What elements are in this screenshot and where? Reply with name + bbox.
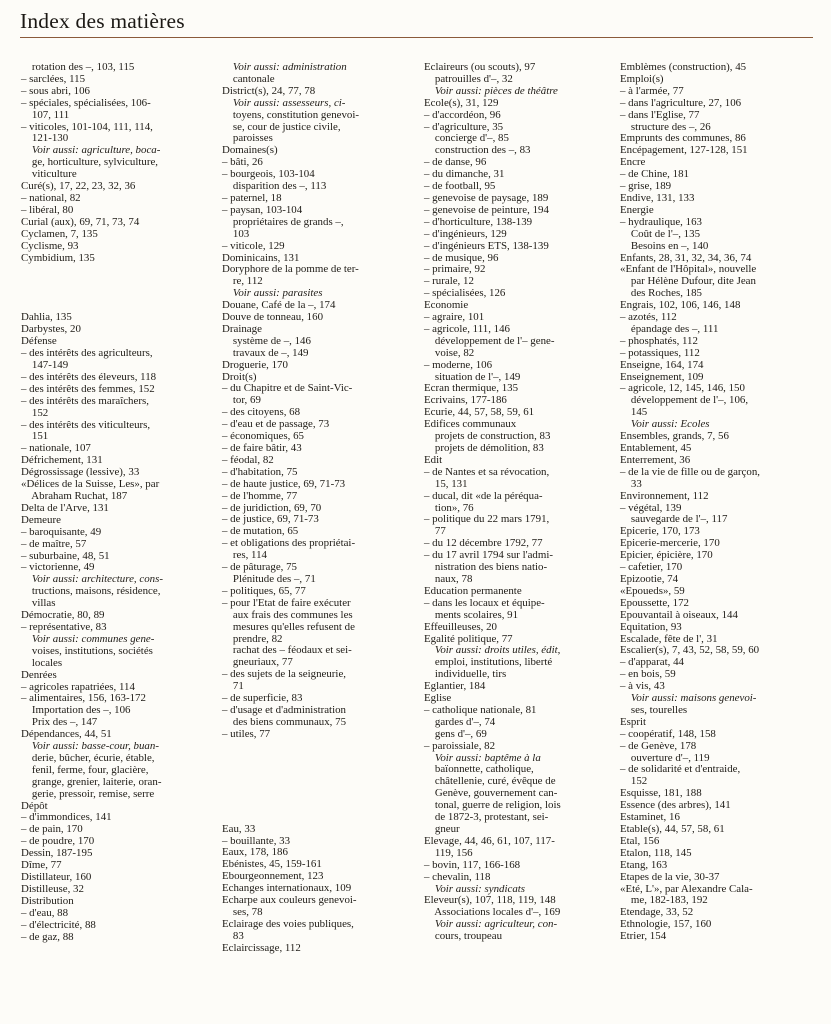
index-entry: Distilleuse, 32 xyxy=(21,882,84,895)
index-entry: 107, 111 xyxy=(21,108,70,121)
index-entry: – baroquisante, 49 xyxy=(21,525,102,538)
index-entry: Coût de l'–, 135 xyxy=(620,227,701,240)
index-entry: – rurale, 12 xyxy=(424,275,474,288)
index-entry: cours, troupeau xyxy=(424,930,503,943)
index-entry: toyens, constitution genevoi- xyxy=(222,108,360,121)
index-entry: Prix des –, 147 xyxy=(21,716,98,729)
index-entry: – primaire, 92 xyxy=(424,263,486,276)
index-entry: Etapes de la vie, 30-37 xyxy=(620,870,720,883)
index-entry: Voir aussi: droits utiles, édit, xyxy=(424,644,561,657)
index-entry: travaux de –, 149 xyxy=(222,346,309,359)
index-entry: se, cour de justice civile, xyxy=(222,120,341,133)
index-entry: ments scolaires, 91 xyxy=(424,608,519,621)
index-entry: ses, tourelles xyxy=(620,703,688,716)
index-entry: – potassiques, 112 xyxy=(620,346,700,359)
index-entry: Epouvantail à oiseaux, 144 xyxy=(620,608,738,621)
index-entry: – agraire, 101 xyxy=(424,311,485,324)
index-column-2 xyxy=(222,62,389,955)
index-entry: Dahlia, 135 xyxy=(21,311,72,324)
index-entry: – d'eau, 88 xyxy=(21,906,69,919)
index-entry: Voir aussi: Ecoles xyxy=(620,418,710,431)
index-entry: Darbystes, 20 xyxy=(21,323,81,336)
index-entry: tructions, maisons, résidence, xyxy=(21,585,161,598)
index-entry: Cymbidium, 135 xyxy=(21,251,95,264)
index-entry: – d'ingénieurs, 129 xyxy=(424,227,507,240)
index-entry: – de pain, 170 xyxy=(21,823,83,836)
index-entry: – dans l'Eglise, 77 xyxy=(620,108,700,121)
index-entry: – de Chine, 181 xyxy=(620,168,689,181)
index-entry: villas xyxy=(21,597,56,610)
index-entry: Eclaireurs (ou scouts), 97 xyxy=(424,61,536,73)
index-entry: Droguerie, 170 xyxy=(222,358,288,371)
index-entry: Etalon, 118, 145 xyxy=(620,846,692,859)
index-entry: tion», 76 xyxy=(424,501,474,514)
index-entry: – bâti, 26 xyxy=(222,156,263,169)
index-entry: Etable(s), 44, 57, 58, 61 xyxy=(620,823,725,835)
index-entry: Epicier, épicière, 170 xyxy=(620,549,713,562)
index-entry: Education permanente xyxy=(424,584,522,597)
index-entry: – économiques, 65 xyxy=(222,430,304,443)
index-entry: – paternel, 18 xyxy=(222,191,282,204)
index-entry: – phosphatés, 112 xyxy=(620,334,698,347)
index-entry: – paroissiale, 82 xyxy=(424,739,496,752)
index-entry: Doryphore de la pomme de ter- xyxy=(222,263,359,276)
index-entry: – de la vie de fille ou de garçon, xyxy=(620,465,761,478)
index-entry: – alimentaires, 156, 163-172 xyxy=(21,692,146,705)
index-entry: Edifices communaux xyxy=(424,418,517,431)
index-entry: 15, 131 xyxy=(424,477,468,490)
index-entry: fenil, ferme, four, glacière, xyxy=(21,763,149,776)
index-entry: 71 xyxy=(222,680,244,693)
index-entry: – victorienne, 49 xyxy=(21,561,95,574)
index-entry: – coopératif, 148, 158 xyxy=(620,727,716,740)
index-entry: Etal, 156 xyxy=(620,834,660,847)
index-entry: – spécialisées, 126 xyxy=(424,287,506,300)
index-entry: sauvegarde de l'–, 117 xyxy=(620,513,728,526)
index-entry: Abraham Ruchat, 187 xyxy=(21,490,128,502)
index-entry: – de danse, 96 xyxy=(424,156,487,169)
index-entry: – d'ingénieurs ETS, 138-139 xyxy=(424,239,549,252)
index-entry: – dans les locaux et équipe- xyxy=(424,596,545,609)
index-entry: – d'usage et d'administration xyxy=(222,703,346,716)
index-entry: châtellenie, curé, évêque de xyxy=(424,775,556,788)
index-entry: Distribution xyxy=(21,894,74,907)
index-entry: Importation des –, 106 xyxy=(21,704,131,717)
index-entry: – bovin, 117, 166-168 xyxy=(424,858,521,871)
index-entry: Etendage, 33, 52 xyxy=(620,906,694,919)
index-entry: Voir aussi: administration xyxy=(222,61,347,73)
index-entry: Drainage xyxy=(222,322,262,335)
index-entry: Dépôt xyxy=(21,799,48,812)
index-entry: Douane, Café de la –, 174 xyxy=(222,299,336,312)
index-entry: Environnement, 112 xyxy=(620,489,709,502)
index-entry: – représentative, 83 xyxy=(21,620,107,633)
index-entry: – de musique, 96 xyxy=(424,251,499,264)
index-entry: Epicerie-mercerie, 170 xyxy=(620,537,720,550)
index-entry: – suburbaine, 48, 51 xyxy=(21,549,110,562)
index-entry: Voir aussi: pièces de théâtre xyxy=(424,84,558,97)
index-entry: – d'horticulture, 138-139 xyxy=(424,215,533,228)
index-entry: rotation des –, 103, 115 xyxy=(21,61,135,73)
index-entry: Emploi(s) xyxy=(620,72,664,85)
index-entry: «Eté, L'», par Alexandre Cala- xyxy=(620,882,753,895)
index-entry: District(s), 24, 77, 78 xyxy=(222,84,316,97)
index-entry: Delta de l'Arve, 131 xyxy=(21,501,109,514)
index-entry: – viticole, 129 xyxy=(222,239,285,252)
index-entry: – sous abri, 106 xyxy=(21,84,90,97)
index-entry: ses, 78 xyxy=(222,906,263,918)
index-column-3 xyxy=(424,62,608,943)
index-entry: re, 112 xyxy=(222,275,263,288)
index-entry: situation de l'–, 149 xyxy=(424,370,521,383)
index-entry: Egalité politique, 77 xyxy=(424,632,513,645)
index-entry: – des intérêts des agriculteurs, xyxy=(21,347,153,360)
index-entry: Eclaircissage, 112 xyxy=(222,941,301,954)
index-entry: – sarclées, 115 xyxy=(21,72,86,85)
index-entry: gens d'–, 69 xyxy=(424,727,487,740)
index-entry: Energie xyxy=(620,203,654,216)
index-entry: Estaminet, 16 xyxy=(620,811,680,824)
index-entry: – de juridiction, 69, 70 xyxy=(222,501,322,514)
index-entry: – bouillante, 33 xyxy=(222,834,291,847)
index-entry: – des sujets de la seigneurie, xyxy=(222,668,346,681)
index-entry: – de mutation, 65 xyxy=(222,525,299,538)
index-entry: gneur xyxy=(424,823,460,835)
index-entry: – cafetier, 170 xyxy=(620,561,683,574)
index-entry: – azotés, 112 xyxy=(620,311,677,324)
index-entry: Eleveur(s), 107, 118, 119, 148 xyxy=(424,894,556,907)
index-entry: 152 xyxy=(21,406,49,419)
index-entry: Epicerie, 170, 173 xyxy=(620,525,700,538)
index-entry: Etrier, 154 xyxy=(620,930,667,943)
index-entry: – dans l'agriculture, 27, 106 xyxy=(620,96,742,109)
index-entry: – du 12 décembre 1792, 77 xyxy=(424,537,543,550)
index-entry: Domaines(s) xyxy=(222,144,278,157)
index-entry: – de pâturage, 75 xyxy=(222,561,297,574)
index-entry: «Délices de la Suisse, Les», par xyxy=(21,478,160,491)
index-entry: – de justice, 69, 71-73 xyxy=(222,513,319,526)
index-entry: – de football, 95 xyxy=(424,180,496,193)
index-entry: – paysan, 103-104 xyxy=(222,203,303,216)
index-entry: – hydraulique, 163 xyxy=(620,215,702,228)
index-entry: patrouilles d'–, 32 xyxy=(424,72,513,85)
index-entry: par Hélène Dufour, dite Jean xyxy=(620,275,756,288)
index-entry: Douve de tonneau, 160 xyxy=(222,311,324,324)
index-entry: Voir aussi: architecture, cons- xyxy=(21,573,163,586)
index-entry: Denrées xyxy=(21,668,57,681)
index-entry: individuelle, tirs xyxy=(424,668,507,681)
index-entry: Curé(s), 17, 22, 23, 32, 36 xyxy=(21,180,136,193)
index-entry: propriétaires de grands –, xyxy=(222,215,344,228)
index-entry: – grise, 189 xyxy=(620,180,672,193)
index-entry: Escalade, fête de l', 31 xyxy=(620,632,718,645)
index-entry: Voir aussi: basse-cour, buan- xyxy=(21,740,159,753)
index-entry: Effeuilleuses, 20 xyxy=(424,620,497,633)
index-entry: Dessin, 187-195 xyxy=(21,847,93,860)
index-entry: – national, 82 xyxy=(21,191,81,204)
index-entry: Voir aussi: baptême à la xyxy=(424,751,541,764)
index-entry: Dominicains, 131 xyxy=(222,251,300,264)
index-entry: grange, grenier, laiterie, oran- xyxy=(21,775,162,788)
index-entry: – de gaz, 88 xyxy=(21,930,74,943)
index-entry: ge, horticulture, sylviculture, xyxy=(21,156,159,169)
index-entry: – de faire bâtir, 43 xyxy=(222,442,302,454)
index-entry: Défense xyxy=(21,335,57,348)
index-entry: – de Genève, 178 xyxy=(620,739,697,752)
index-entry: Ethnologie, 157, 160 xyxy=(620,918,712,931)
index-entry: – de l'homme, 77 xyxy=(222,489,298,502)
index-entry: Engrais, 102, 106, 146, 148 xyxy=(620,299,741,312)
index-entry: Cyclamen, 7, 135 xyxy=(21,227,98,240)
index-entry: 151 xyxy=(21,430,49,443)
index-entry: viticulture xyxy=(21,168,77,181)
index-entry: – d'immondices, 141 xyxy=(21,811,112,824)
index-entry: structure des –, 26 xyxy=(620,120,711,133)
index-entry: voises, institutions, sociétés xyxy=(21,644,153,657)
index-entry: Ebourgeonnement, 123 xyxy=(222,870,324,883)
index-entry: – nationale, 107 xyxy=(21,442,91,455)
index-entry: Economie xyxy=(424,299,469,312)
index-entry: – ducal, dit «de la péréqua- xyxy=(424,489,543,502)
index-entry: rachat des – féodaux et sei- xyxy=(222,644,352,657)
index-entry: Demeure xyxy=(21,513,61,526)
index-entry: – du dimanche, 31 xyxy=(424,168,505,181)
index-entry: – en bois, 59 xyxy=(620,668,676,681)
index-column-4 xyxy=(620,62,809,943)
page-header xyxy=(20,6,813,38)
index-entry: – utiles, 77 xyxy=(222,727,271,740)
index-entry: baïonnette, catholique, xyxy=(424,763,534,776)
index-entry: Enfants, 28, 31, 32, 34, 36, 74 xyxy=(620,251,752,264)
index-entry: – de superficie, 83 xyxy=(222,692,303,705)
index-entry: me, 182-183, 192 xyxy=(620,894,708,907)
index-entry: – genevoise de paysage, 189 xyxy=(424,191,549,204)
index-entry: Ecran thermique, 135 xyxy=(424,382,519,395)
index-entry: Echanges internationaux, 109 xyxy=(222,882,352,895)
index-entry: – des intérêts des maraîchers, xyxy=(21,394,149,407)
index-entry: Esprit xyxy=(620,715,647,728)
index-entry: res, 114 xyxy=(222,549,267,562)
index-entry: Dépendances, 44, 51 xyxy=(21,728,112,741)
index-entry: – politiques, 65, 77 xyxy=(222,584,306,597)
index-entry: développement de l'– gene- xyxy=(424,334,555,347)
index-entry: Emprunts des communes, 86 xyxy=(620,132,746,145)
index-entry: 77 xyxy=(424,525,446,538)
index-entry: Enterrement, 36 xyxy=(620,453,691,466)
index-entry: Distillateur, 160 xyxy=(21,871,92,883)
index-entry: Ecrivains, 177-186 xyxy=(424,394,507,407)
index-entry: – d'apparat, 44 xyxy=(620,656,684,669)
index-entry: tor, 69 xyxy=(222,394,261,407)
index-entry: – agricole, 111, 146 xyxy=(424,322,510,335)
index-entry: Voir aussi: parasites xyxy=(222,287,323,300)
index-entry: Ecurie, 44, 57, 58, 59, 61 xyxy=(424,406,535,419)
index-entry: Voir aussi: communes gene- xyxy=(21,632,155,645)
index-entry: Eglantier, 184 xyxy=(424,680,486,693)
index-entry: 121-130 xyxy=(21,132,69,145)
index-entry: système de –, 146 xyxy=(222,334,311,347)
index-entry: Voir aussi: maisons genevoi- xyxy=(620,692,757,705)
index-entry: Essence (des arbres), 141 xyxy=(620,799,731,812)
index-entry: – du Chapitre et de Saint-Vic- xyxy=(222,382,353,395)
index-entry: projets de construction, 83 xyxy=(424,430,551,443)
index-entry: – genevoise de peinture, 194 xyxy=(424,203,549,216)
index-entry: – d'agriculture, 35 xyxy=(424,120,504,133)
index-entry: Enseignement, 109 xyxy=(620,370,704,383)
index-entry: Ecole(s), 31, 129 xyxy=(424,96,499,109)
index-entry: disparition des –, 113 xyxy=(222,180,327,193)
index-entry: Besoins en –, 140 xyxy=(620,239,709,252)
index-entry: Escalier(s), 7, 43, 52, 58, 59, 60 xyxy=(620,644,760,657)
index-entry: – des intérêts des viticulteurs, xyxy=(21,418,151,431)
index-entry: – moderne, 106 xyxy=(424,358,493,371)
index-entry: tonal, guerre de religion, lois xyxy=(424,799,561,812)
index-entry: 119, 156 xyxy=(424,846,473,859)
index-entry: Dégrossissage (lessive), 33 xyxy=(21,466,140,479)
index-entry: voise, 82 xyxy=(424,346,475,359)
index-entry: – libéral, 80 xyxy=(21,203,74,216)
index-entry: Echarpe aux couleurs genevoi- xyxy=(222,894,357,907)
index-entry: – pour l'Etat de faire exécuter xyxy=(222,596,351,609)
index-entry: – agricole, 12, 145, 146, 150 xyxy=(620,382,745,395)
index-entry: – d'électricité, 88 xyxy=(21,918,96,931)
index-entry: nistration des biens natio- xyxy=(424,561,548,574)
index-entry: 103 xyxy=(222,227,250,240)
index-entry: – de haute justice, 69, 71-73 xyxy=(222,477,346,490)
index-entry: Endive, 131, 133 xyxy=(620,191,695,204)
index-entry: Epoussette, 172 xyxy=(620,596,689,609)
index-entry: paroisses xyxy=(222,132,273,145)
index-entry: Genève, gouvernement can- xyxy=(424,787,558,800)
index-entry: – végétal, 139 xyxy=(620,501,682,514)
index-entry: – chevalin, 118 xyxy=(424,870,491,883)
index-entry: derie, bûcher, écurie, étable, xyxy=(21,751,155,764)
index-entry: 83 xyxy=(222,929,244,942)
index-entry: Encépagement, 127-128, 151 xyxy=(620,144,748,157)
index-entry: emploi, institutions, liberté xyxy=(424,656,553,669)
index-entry: naux, 78 xyxy=(424,572,473,585)
index-entry: – des intérêts des éleveurs, 118 xyxy=(21,370,157,383)
index-entry: ouverture d'–, 119 xyxy=(620,751,710,764)
index-entry: Eaux, 178, 186 xyxy=(222,846,288,859)
index-entry: des biens communaux, 75 xyxy=(222,715,347,728)
index-entry: – d'accordéon, 96 xyxy=(424,108,501,121)
index-entry: aux frais des communes les xyxy=(222,608,353,621)
index-entry: Edit xyxy=(424,453,443,466)
index-entry: Eglise xyxy=(424,692,452,705)
index-entry: – catholique nationale, 81 xyxy=(424,703,537,716)
index-entry: épandage des –, 111 xyxy=(620,322,719,335)
index-entry: – politique du 22 mars 1791, xyxy=(424,513,550,526)
index-entry: Curial (aux), 69, 71, 73, 74 xyxy=(21,215,140,228)
index-entry: projets de démolition, 83 xyxy=(424,442,544,454)
index-entry: Voir aussi: agriculture, boca- xyxy=(21,144,161,157)
index-entry: Ensembles, grands, 7, 56 xyxy=(620,430,729,443)
index-entry: mesures qu'elles refusent de xyxy=(222,620,355,633)
index-entry: 33 xyxy=(620,477,642,490)
index-entry: concierge d'–, 85 xyxy=(424,132,509,145)
index-entry: – de solidarité et d'entraide, xyxy=(620,763,741,776)
letter-section-gap xyxy=(21,264,207,312)
index-entry: Entablement, 45 xyxy=(620,442,692,454)
index-entry: Enseigne, 164, 174 xyxy=(620,358,704,371)
index-entry: Voir aussi: assesseurs, ci- xyxy=(222,96,346,109)
index-entry: Ebénistes, 45, 159-161 xyxy=(222,858,322,871)
index-entry: Elevage, 44, 46, 61, 107, 117- xyxy=(424,834,555,847)
index-entry: – de poudre, 170 xyxy=(21,835,95,848)
index-entry: Esquisse, 181, 188 xyxy=(620,787,702,800)
index-entry: prendre, 82 xyxy=(222,632,283,645)
index-entry: Etang, 163 xyxy=(620,858,668,871)
index-entry: – viticoles, 101-104, 111, 114, xyxy=(21,120,153,133)
index-entry: des Roches, 185 xyxy=(620,287,702,300)
index-entry: Dîme, 77 xyxy=(21,859,62,872)
index-entry: gardes d'–, 74 xyxy=(424,715,496,728)
index-entry: – des citoyens, 68 xyxy=(222,406,301,419)
index-entry: Epizootie, 74 xyxy=(620,572,679,585)
index-entry: Plénitude des –, 71 xyxy=(222,572,316,585)
index-entry: locales xyxy=(21,656,63,669)
index-entry: gerie, pressoir, remise, serre xyxy=(21,787,155,800)
index-entry: – d'habitation, 75 xyxy=(222,465,298,478)
index-column-1 xyxy=(21,62,207,943)
letter-section-gap xyxy=(222,741,389,824)
index-entry: – bourgeois, 103-104 xyxy=(222,168,315,181)
index-entry: gneuriaux, 77 xyxy=(222,656,293,669)
index-entry: – de maître, 57 xyxy=(21,537,87,550)
index-entry: Défrichement, 131 xyxy=(21,454,103,467)
index-entry: cantonale xyxy=(222,72,275,85)
index-entry: – à l'armée, 77 xyxy=(620,84,684,97)
index-entry: – féodal, 82 xyxy=(222,453,274,466)
index-entry: – du 17 avril 1794 sur l'admi- xyxy=(424,549,554,562)
index-entry: construction des –, 83 xyxy=(424,144,531,157)
index-entry: 145 xyxy=(620,406,648,419)
index-entry: «Enfant de l'Hôpital», nouvelle xyxy=(620,263,757,276)
page-title: Index des matières xyxy=(20,9,185,33)
index-entry: – et obligations des propriétai- xyxy=(222,537,356,550)
index-entry: Eau, 33 xyxy=(222,822,256,835)
index-entry: Associations locales d'–, 169 xyxy=(424,906,561,919)
index-entry: Droit(s) xyxy=(222,370,257,383)
index-entry: – des intérêts des femmes, 152 xyxy=(21,382,155,395)
index-entry: Voir aussi: agriculteur, con- xyxy=(424,918,558,931)
index-entry: – agricoles rapatriées, 114 xyxy=(21,680,135,693)
index-entry: Emblèmes (construction), 45 xyxy=(620,61,747,73)
index-entry: Cyclisme, 93 xyxy=(21,239,79,252)
index-entry: Equitation, 93 xyxy=(620,620,682,633)
index-entry: – à vis, 43 xyxy=(620,680,665,693)
index-entry: Voir aussi: syndicats xyxy=(424,882,526,895)
index-entry: Encre xyxy=(620,156,646,169)
index-entry: Eclairage des voies publiques, xyxy=(222,917,354,930)
index-entry: – de Nantes et sa révocation, xyxy=(424,465,550,478)
index-entry: «Epoueds», 59 xyxy=(620,584,685,597)
index-entry: Démocratie, 80, 89 xyxy=(21,609,105,622)
index-entry: 152 xyxy=(620,775,648,788)
index-entry: de 1872-3, protestant, sei- xyxy=(424,811,549,824)
index-entry: développement de l'–, 106, xyxy=(620,394,749,407)
index-entry: 147-149 xyxy=(21,359,69,372)
index-entry: – d'eau et de passage, 73 xyxy=(222,418,330,431)
index-entry: – spéciales, spécialisées, 106- xyxy=(21,96,151,109)
